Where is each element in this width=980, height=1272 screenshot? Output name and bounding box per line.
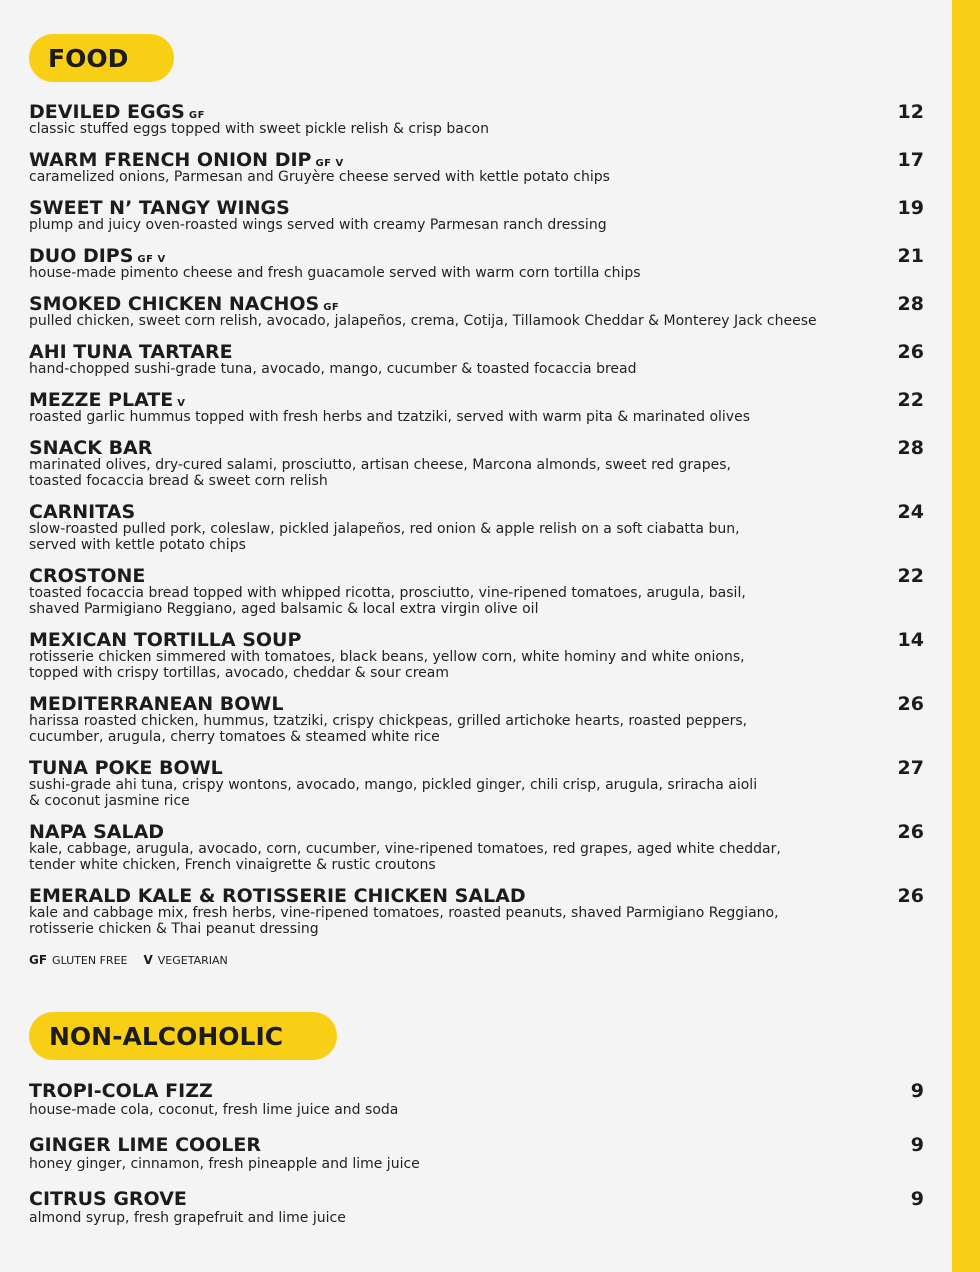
legend-code: GF	[29, 953, 48, 967]
menu-item-header	[29, 1134, 924, 1156]
menu-item-price: 19	[897, 197, 924, 219]
menu-item-description: sushi-grade ahi tuna, crispy wontons, avocado, mango, pickled ginger, chili crisp, arugula, sriracha aioli	[29, 777, 758, 793]
menu-item-header	[29, 1188, 924, 1210]
menu-item-name: CARNITAS	[29, 501, 136, 523]
food-section-title: FOOD	[48, 43, 129, 73]
menu-item-description: pulled chicken, sweet corn relish, avocado, jalapeños, crema, Cotija, Tillamook Cheddar & Monterey Jack cheese	[29, 313, 817, 329]
menu-item	[29, 149, 924, 185]
menu-item-header	[29, 565, 924, 587]
menu-item-header	[29, 149, 924, 171]
menu-item-name: EMERALD KALE & ROTISSERIE CHICKEN SALAD	[29, 885, 526, 907]
menu-item-description: roasted garlic hummus topped with fresh herbs and tzatziki, served with warm pita & marinated olives	[29, 409, 750, 425]
menu-item-name: MEDITERRANEAN BOWL	[29, 693, 284, 715]
side-accent-stripe	[952, 0, 980, 1272]
menu-item-name: DUO DIPS	[29, 245, 134, 267]
menu-item	[29, 885, 924, 937]
menu-item-header	[29, 197, 924, 219]
menu-item-header	[29, 821, 924, 843]
menu-item-name: DEVILED EGGS	[29, 101, 185, 123]
menu-item-description: house-made cola, coconut, fresh lime juice and soda	[29, 1102, 399, 1118]
menu-item-name: SNACK BAR	[29, 437, 153, 459]
menu-item-description: cucumber, arugula, cherry tomatoes & steamed white rice	[29, 729, 440, 745]
menu-item	[29, 693, 924, 745]
menu-item	[29, 389, 924, 425]
menu-item-description: rotisserie chicken simmered with tomatoes, black beans, yellow corn, white hominy and white onions,	[29, 649, 745, 665]
menu-item-header	[29, 293, 924, 315]
menu-item-description: toasted focaccia bread & sweet corn relish	[29, 473, 328, 489]
menu-item-name: GINGER LIME COOLER	[29, 1134, 262, 1156]
menu-item-description: caramelized onions, Parmesan and Gruyère cheese served with kettle potato chips	[29, 169, 610, 185]
menu-item	[29, 341, 924, 377]
menu-item-header	[29, 885, 924, 907]
menu-item-name: MEXICAN TORTILLA SOUP	[29, 629, 302, 651]
menu-item-dietary-tags: GF	[188, 110, 205, 121]
menu-item-description: topped with crispy tortillas, avocado, cheddar & sour cream	[29, 665, 450, 681]
menu-item-header	[29, 245, 924, 267]
legend-code: V	[143, 953, 153, 967]
menu-item-dietary-tags: GF	[323, 302, 340, 313]
menu-item-description: almond syrup, fresh grapefruit and lime juice	[29, 1210, 346, 1226]
menu-item	[29, 565, 924, 617]
menu-item-header	[29, 1080, 924, 1102]
menu-item-description: house-made pimento cheese and fresh guacamole served with warm corn tortilla chips	[29, 265, 641, 281]
menu-item-price: 28	[897, 293, 924, 315]
menu-item-dietary-tags: GF V	[137, 254, 166, 265]
menu-item-description: kale, cabbage, arugula, avocado, corn, cucumber, vine-ripened tomatoes, red grapes, aged white cheddar,	[29, 841, 781, 857]
menu-item-header	[29, 101, 924, 123]
menu-item	[29, 437, 924, 489]
menu-item	[29, 293, 924, 329]
menu-item	[29, 1080, 924, 1118]
menu-item-description: marinated olives, dry-cured salami, prosciutto, artisan cheese, Marcona almonds, sweet red grapes,	[29, 457, 731, 473]
menu-item-price: 26	[897, 885, 924, 907]
menu-item-name: SMOKED CHICKEN NACHOS	[29, 293, 320, 315]
legend-gluten-free	[29, 953, 127, 967]
menu-item-name: CROSTONE	[29, 565, 146, 587]
menu-item-header	[29, 341, 924, 363]
menu-item-header	[29, 501, 924, 523]
menu-item	[29, 821, 924, 873]
menu-item-dietary-tags: GF V	[315, 158, 344, 169]
menu-item-price: 22	[897, 389, 924, 411]
menu-item	[29, 1134, 924, 1172]
menu-item-description: shaved Parmigiano Reggiano, aged balsamic & local extra virgin olive oil	[29, 601, 539, 617]
menu-item-header	[29, 757, 924, 779]
menu-item-price: 12	[897, 101, 924, 123]
menu-item-price: 21	[897, 245, 924, 267]
non-alcoholic-section-title: NON-ALCOHOLIC	[49, 1021, 284, 1051]
menu-item-price: 27	[897, 757, 924, 779]
menu-item-name: MEZZE PLATE	[29, 389, 174, 411]
menu-item-name: WARM FRENCH ONION DIP	[29, 149, 312, 171]
menu-item-description: plump and juicy oven-roasted wings served with creamy Parmesan ranch dressing	[29, 217, 607, 233]
menu-item-name: SWEET N’ TANGY WINGS	[29, 197, 290, 219]
food-section-heading	[29, 34, 174, 82]
menu-item-description: kale and cabbage mix, fresh herbs, vine-ripened tomatoes, roasted peanuts, shaved Parmigiano Reggiano,	[29, 905, 779, 921]
menu-item-description: hand-chopped sushi-grade tuna, avocado, mango, cucumber & toasted focaccia bread	[29, 361, 637, 377]
menu-item-name: NAPA SALAD	[29, 821, 165, 843]
menu-item-price: 9	[910, 1188, 924, 1210]
menu-item-description: toasted focaccia bread topped with whipped ricotta, prosciutto, vine-ripened tomatoes, arugula, basil,	[29, 585, 746, 601]
menu-item-description: & coconut jasmine rice	[29, 793, 190, 809]
menu-item-description: honey ginger, cinnamon, fresh pineapple and lime juice	[29, 1156, 420, 1172]
menu-item	[29, 245, 924, 281]
menu-item-price: 22	[897, 565, 924, 587]
menu-item-name: TUNA POKE BOWL	[29, 757, 223, 779]
menu-item-description: classic stuffed eggs topped with sweet pickle relish & crisp bacon	[29, 121, 489, 137]
menu-item	[29, 501, 924, 553]
menu-item-price: 17	[897, 149, 924, 171]
dietary-legend	[29, 953, 228, 967]
menu-item-price: 24	[897, 501, 924, 523]
menu-item	[29, 1188, 924, 1226]
menu-item-description: harissa roasted chicken, hummus, tzatziki, crispy chickpeas, grilled artichoke hearts, roasted peppers,	[29, 713, 748, 729]
legend-label: VEGETARIAN	[157, 954, 228, 967]
menu-item-description: tender white chicken, French vinaigrette & rustic croutons	[29, 857, 436, 873]
menu-item	[29, 757, 924, 809]
menu-item-price: 26	[897, 341, 924, 363]
menu-item-dietary-tags: V	[177, 398, 186, 409]
non-alcoholic-section-heading	[29, 1012, 337, 1060]
menu-item-description: served with kettle potato chips	[29, 537, 246, 553]
menu-item-price: 14	[897, 629, 924, 651]
menu-item-header	[29, 437, 924, 459]
menu-item-description: rotisserie chicken & Thai peanut dressing	[29, 921, 319, 937]
menu-item-price: 26	[897, 693, 924, 715]
menu-item	[29, 629, 924, 681]
menu-item-header	[29, 629, 924, 651]
menu-item-price: 9	[910, 1134, 924, 1156]
menu-item-name: CITRUS GROVE	[29, 1188, 187, 1210]
menu-item-header	[29, 693, 924, 715]
menu-item-name: AHI TUNA TARTARE	[29, 341, 233, 363]
legend-vegetarian	[143, 953, 227, 967]
menu-item	[29, 197, 924, 233]
menu-item	[29, 101, 924, 137]
menu-item-description: slow-roasted pulled pork, coleslaw, pickled jalapeños, red onion & apple relish on a soft ciabatta bun,	[29, 521, 740, 537]
menu-item-price: 9	[910, 1080, 924, 1102]
menu-item-price: 28	[897, 437, 924, 459]
menu-item-header	[29, 389, 924, 411]
menu-item-price: 26	[897, 821, 924, 843]
menu-item-name: TROPI-COLA FIZZ	[29, 1080, 213, 1102]
legend-label: GLUTEN FREE	[52, 954, 128, 967]
